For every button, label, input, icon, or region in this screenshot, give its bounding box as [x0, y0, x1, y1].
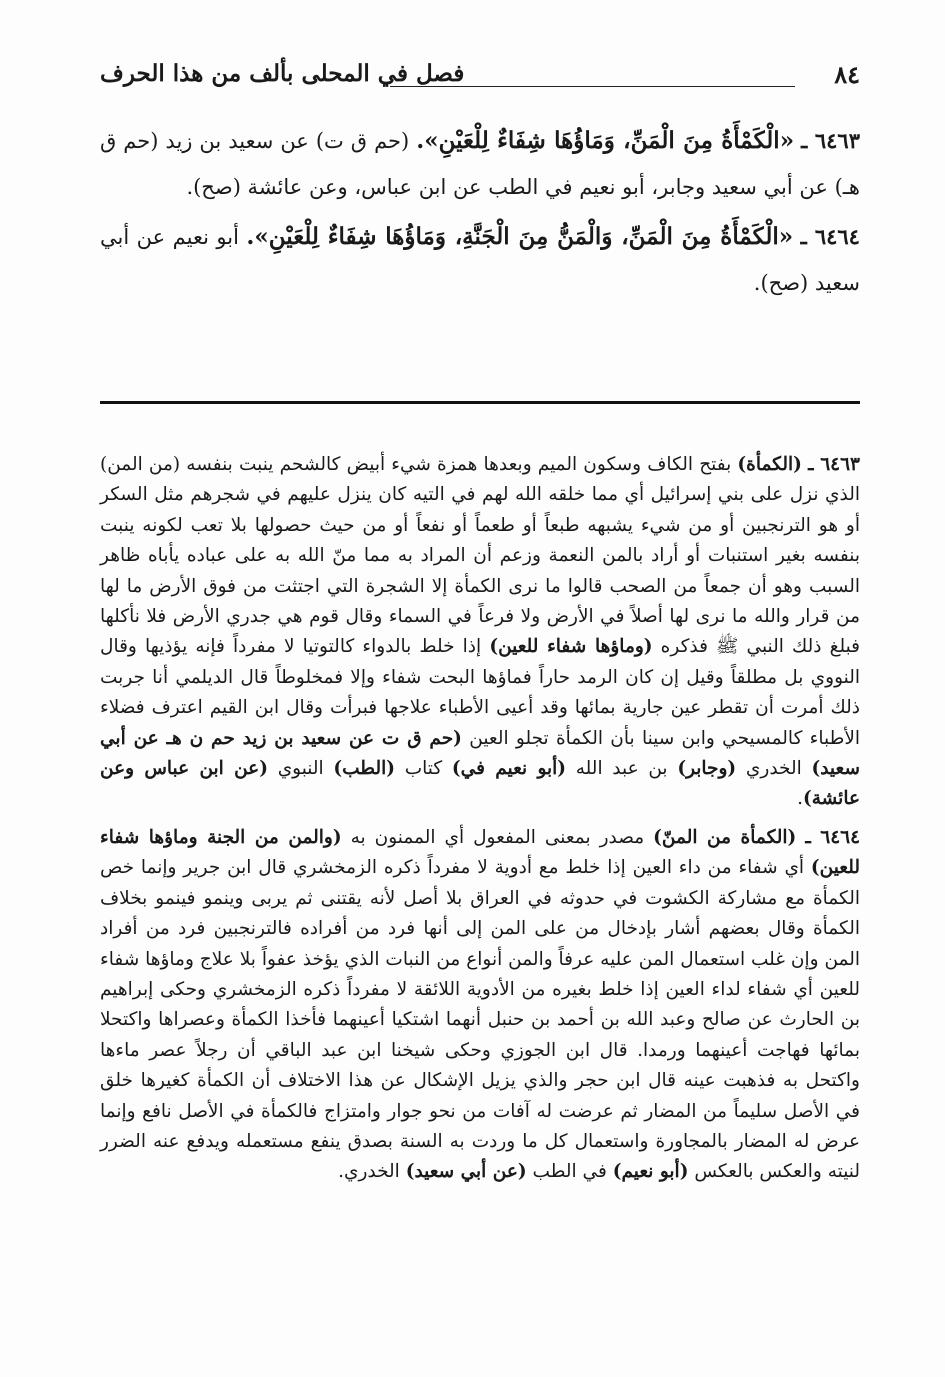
commentary-6463	[100, 450, 860, 815]
commentary-number: ٦٤٦٣ ـ	[808, 454, 860, 475]
page-number: ٨٤	[834, 60, 860, 89]
commentary-section	[100, 450, 860, 1196]
commentary-keyword: (الكمأة من المنّ)	[653, 826, 797, 848]
commentary-text: النبوي	[277, 758, 324, 780]
commentary-keyword: (الطب)	[333, 758, 396, 780]
commentary-keyword: (الكمأة)	[737, 454, 802, 475]
commentary-keyword: (وجابر)	[677, 758, 737, 780]
hadith-text: «الْكَمْأَةُ مِنَ الْمَنِّ، وَمَاؤُهَا شِفَاءٌ لِلْعَيْنِ».	[416, 127, 795, 154]
hadith-references: أبو نعيم عن أبي سعيد (صح).	[100, 225, 860, 295]
commentary-text: كتاب	[404, 758, 443, 780]
running-title: فصل في المحلى بألف من هذا الحرف	[100, 60, 465, 87]
hadith-6463	[100, 118, 860, 210]
commentary-keyword: (أبو نعيم)	[612, 1161, 689, 1183]
hadith-text: «الْكَمْأَةُ مِنَ الْمَنِّ، وَالْمَنُّ مِنَ الْجَنَّةِ، وَمَاؤُهَا شِفَاءٌ لِلْعَيْنِ».	[246, 223, 794, 250]
commentary-text: مصدر بمعنى المفعول أي الممنون به	[350, 826, 645, 848]
hadith-number: ٦٤٦٣ ـ	[801, 128, 860, 153]
footnote-divider	[100, 401, 860, 404]
commentary-text: الخدري.	[338, 1161, 400, 1183]
commentary-text: بن عبد الله	[575, 758, 668, 780]
hadith-number: ٦٤٦٤ ـ	[800, 224, 860, 249]
commentary-text: بفتح الكاف وسكون الميم وبعدها همزة شيء أبيض كالشحم ينبت بنفسه (من المن) الذي نزل على بني إسرائيل أي مما خلقه الله لهم في التيه كان ينزل عليهم في شجرهم مثل السكر أو هو الترنجبين أو من شيء يشبهه طبعاً أو طعماً أو نفعاً أو من حيث حصولها بلا تعب لكونه ينبت بنفسه بغير استنبات أو أراد بالمن النعمة وزعم أن المراد به مما منّ الله به على عباده يأباه ظاهر السبب وهو أن جمعاً من الصحب قالوا ما نرى الكمأة إلا الشجرة التي اجتثت من فوق الأرض ما لها من قرار والله ما نرى لها أصلاً في الأرض ولا فرعاً في السماء وقال قوم هي جدري الأرض فلا نأكلها فبلغ ذلك النبي ﷺ فذكره	[100, 454, 860, 658]
commentary-keyword: (عن أبي سعيد)	[405, 1161, 527, 1183]
commentary-text: الخدري	[745, 758, 802, 780]
commentary-text: أي شفاء من داء العين إذا خلط مع أدوية لا مفرداً ذكره الزمخشري قال ابن جرير وإنما خص الكمأة مع مشاركة الكشوت في حدوثه في العراق بلا أصل لأنه يقتنى ثم يربى وينمو فينمو بخلاف الكمأة وقال بعضهم أشار بإدخال من على المن إلى أنها فرد من أفراده فالترنجبين فرد من أفراد المن وإن غلب استعمال المن عليه عرفاً والمن أنواع من النبات الذي يؤخذ عفواً بلا علاج وماؤها شفاء للعين أي شفاء لداء العين إذا خلط بغيره من الأدوية اللائقة لا مفرداً ذكره الزمخشري وحكى إبراهيم بن الحارث عن صالح وعبد الله بن أحمد بن حنبل أنهما اشتكيا أعينهما فأخذا الكمأة وعصراها واكتحلا بمائها فهاجت أعينهما ورمدا. قال ابن الجوزي وحكى شيخنا ابن عبد الباقي أن رجلاً عصر ماءها واكتحل به فذهبت عينه قال ابن حجر والذي يزيل الإشكال عن هذا الاختلاف أن الكمأة كغيرها خلق في الأصل سليماً من المضار ثم عرضت له آفات من نحو جوار وامتزاج فالكمأة في الأصل نافع وإنما عرض له المضار بالمجاورة واستعمال كل ما وردت به السنة بصدق ينفع مستعمله ويدفع عنه الضرر لنيته والعكس بالعكس	[100, 857, 860, 1183]
hadith-6464	[100, 214, 860, 306]
commentary-keyword: (والمن من الجنة وماؤها شفاء للعين)	[100, 826, 860, 879]
commentary-text: إذا خلط بالدواء كالتوتيا لا مفرداً فإنه يؤذيها وقال النووي بل مطلقاً وقيل إن كان الرمد حاراً فماؤها البحت شفاء وإلا فمخلوطاً قال الديلمي أنا جربت ذلك أمرت أن تقطر عين جارية بمائها وقد أعيى الأطباء علاجها فبرأت وقال ابن القيم اعترف فضلاء الأطباء كالمسيحي وابن سينا بأن الكمأة تجلو العين	[100, 636, 861, 749]
commentary-keyword: (عن ابن عباس وعن عائشة)	[100, 758, 860, 810]
commentary-6464	[100, 823, 860, 1188]
page-header	[100, 58, 860, 98]
commentary-text: .	[797, 788, 803, 810]
commentary-keyword: (حم ق ت عن سعيد بن زيد حم ن هـ عن أبي سعيد)	[100, 727, 860, 780]
commentary-keyword: (وماؤها شفاء للعين)	[489, 636, 653, 658]
hadith-section	[100, 118, 860, 310]
commentary-text: في الطب	[532, 1161, 607, 1183]
commentary-number: ٦٤٦٤ ـ	[805, 826, 861, 848]
hadith-references: (حم ق ت) عن سعيد بن زيد (حم ق هـ) عن أبي سعيد وجابر، أبو نعيم في الطب عن ابن عباس، وعن عائشة (صح).	[100, 129, 860, 199]
commentary-keyword: (أبو نعيم في)	[451, 758, 567, 780]
